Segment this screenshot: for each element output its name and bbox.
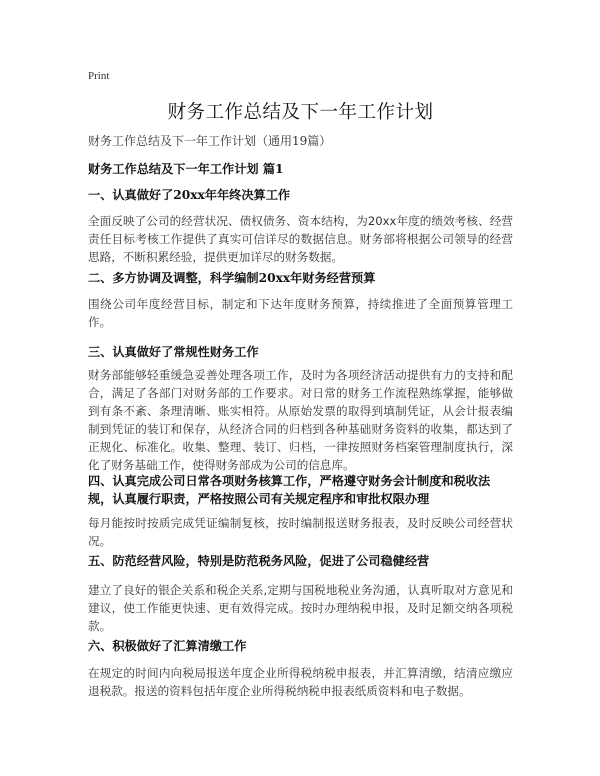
document-subtitle: 财务工作总结及下一年工作计划（通用19篇）	[88, 134, 332, 148]
section-paragraph-2: 围绕公司年度经营目标，制定和下达年度财务预算，持续推进了全面预算管理工作。	[88, 297, 513, 329]
section-heading-1: 一、认真做好了20xx年年终决算工作	[88, 188, 291, 202]
section-paragraph-5: 建立了良好的银企关系和税企关系,定期与国税地税业务沟通，认真听取对方意见和建议，使工作能更快速、更有效得完成。按时办理纳税申报，及时足额交纳各项税款。	[88, 583, 513, 633]
article-heading: 财务工作总结及下一年工作计划 篇1	[88, 162, 284, 176]
print-label[interactable]: Print	[88, 70, 110, 82]
section-paragraph-6: 在规定的时间内向税局报送年度企业所得税纳税申报表，并汇算清缴，结清应缴应退税款。报送的资料包括年度企业所得税纳税申报表纸质资料和电子数据。	[88, 666, 513, 698]
section-heading-3: 三、认真做好了常规性财务工作	[88, 345, 259, 359]
section-paragraph-4: 每月能按时按质完成凭证编制复核，按时编制报送财务报表，及时反映公司经营状况。	[88, 516, 513, 548]
section-heading-6: 六、积极做好了汇算清缴工作	[88, 639, 247, 653]
section-heading-4: 四、认真完成公司日常各项财务核算工作，严格遵守财务会计制度和税收法规，认真履行职责，严格按照公司有关规定程序和审批权限办理	[88, 474, 491, 506]
section-paragraph-1: 全面反映了公司的经营状况、债权债务、资本结构，为20xx年度的绩效考核、经营责任目标考核工作提供了真实可信详尽的数据信息。财务部将根据公司领导的经营思路，不断积累经验，提供更加详尽的财务数据。	[88, 214, 513, 264]
page-title: 财务工作总结及下一年工作计划	[167, 102, 434, 123]
section-heading-2: 二、多方协调及调整，科学编制20xx年财务经营预算	[88, 271, 376, 285]
section-heading-5: 五、防范经营风险，特别是防范税务风险，促进了公司稳健经营	[88, 554, 430, 568]
section-paragraph-3: 财务部能够轻重缓急妥善处理各项工作，及时为各项经济活动提供有力的支持和配合，满足了各部门对财务部的工作要求。对日常的财务工作流程熟练掌握，能够做到有条不紊、条理清晰、账实相符。从原始发票的取得到填制凭证，从会计报表编制到凭证的装订和保存，从经济合同的归档到各种基础财务资料的收集，都达到了正规化、标准化。收集、整理、装订、归档，一律按照财务档案管理制度执行，深化了财务基础工作，使得财务部成为公司的信息库。	[88, 368, 513, 472]
